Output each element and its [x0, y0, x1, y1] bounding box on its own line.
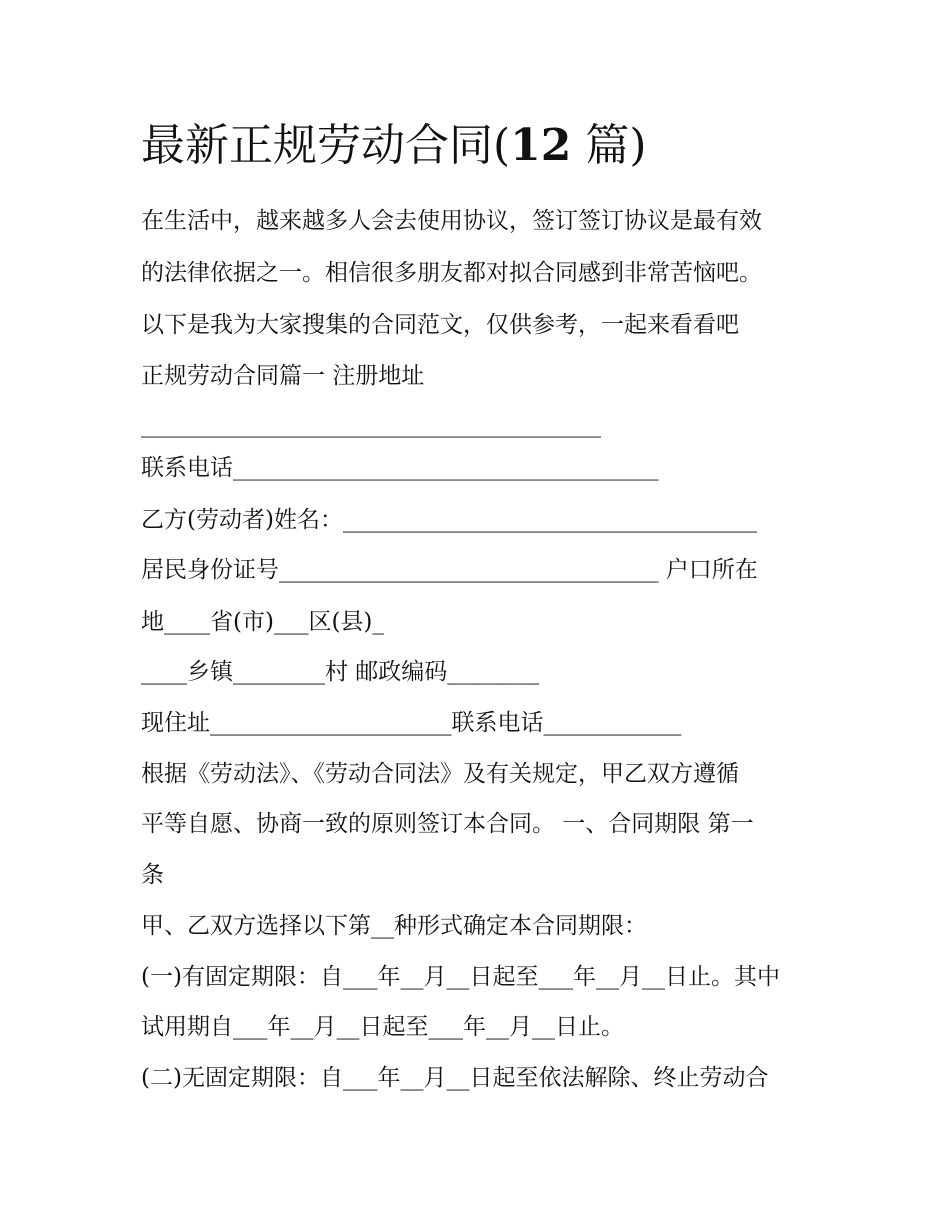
- current-address-line: 现住址_____________________联系电话____________: [141, 710, 682, 736]
- address-blank-line: ________________________________________: [141, 412, 601, 438]
- fixed-term-line: (一)有固定期限：自___年__月__日起至___年__月__日止。其中: [141, 964, 780, 990]
- article-line: 条: [141, 862, 164, 888]
- term-choice-line: 甲、乙双方选择以下第__种形式确定本合同期限：: [141, 913, 647, 939]
- employee-name-line: 乙方(劳动者)姓名：____________________________________: [141, 507, 757, 533]
- basis-line-2: 平等自愿、协商一致的原则签订本合同。 一、合同期限 第一: [141, 811, 754, 837]
- title-number: 12: [510, 120, 572, 171]
- title-suffix: 篇): [571, 120, 647, 171]
- section-heading: 正规劳动合同篇一 注册地址: [141, 363, 425, 389]
- open-term-line: (二)无固定期限：自___年__月__日起至依法解除、终止劳动合: [141, 1065, 769, 1091]
- id-number-line: 居民身份证号_________________________________ 户口所在: [141, 557, 758, 583]
- document-title: [141, 118, 647, 174]
- intro-line-3: 以下是我为大家搜集的合同范文，仅供参考，一起来看看吧: [141, 312, 739, 338]
- intro-line-1: 在生活中，越来越多人会去使用协议，签订签订协议是最有效: [141, 208, 762, 234]
- probation-line: 试用期自___年__月__日起至___年__月__日止。: [141, 1014, 624, 1040]
- phone-field-line: 联系电话_____________________________________: [141, 455, 659, 481]
- township-postcode-line: ____乡镇________村 邮政编码________: [141, 659, 540, 685]
- basis-line-1: 根据《劳动法》、《劳动合同法》及有关规定，甲乙双方遵循: [141, 761, 739, 787]
- residence-line: 地____省(市)___区(县)_: [141, 609, 384, 635]
- intro-line-2: 的法律依据之一。相信很多朋友都对拟合同感到非常苦恼吧。: [141, 260, 762, 286]
- title-prefix: 最新正规劳动合同(: [141, 120, 511, 171]
